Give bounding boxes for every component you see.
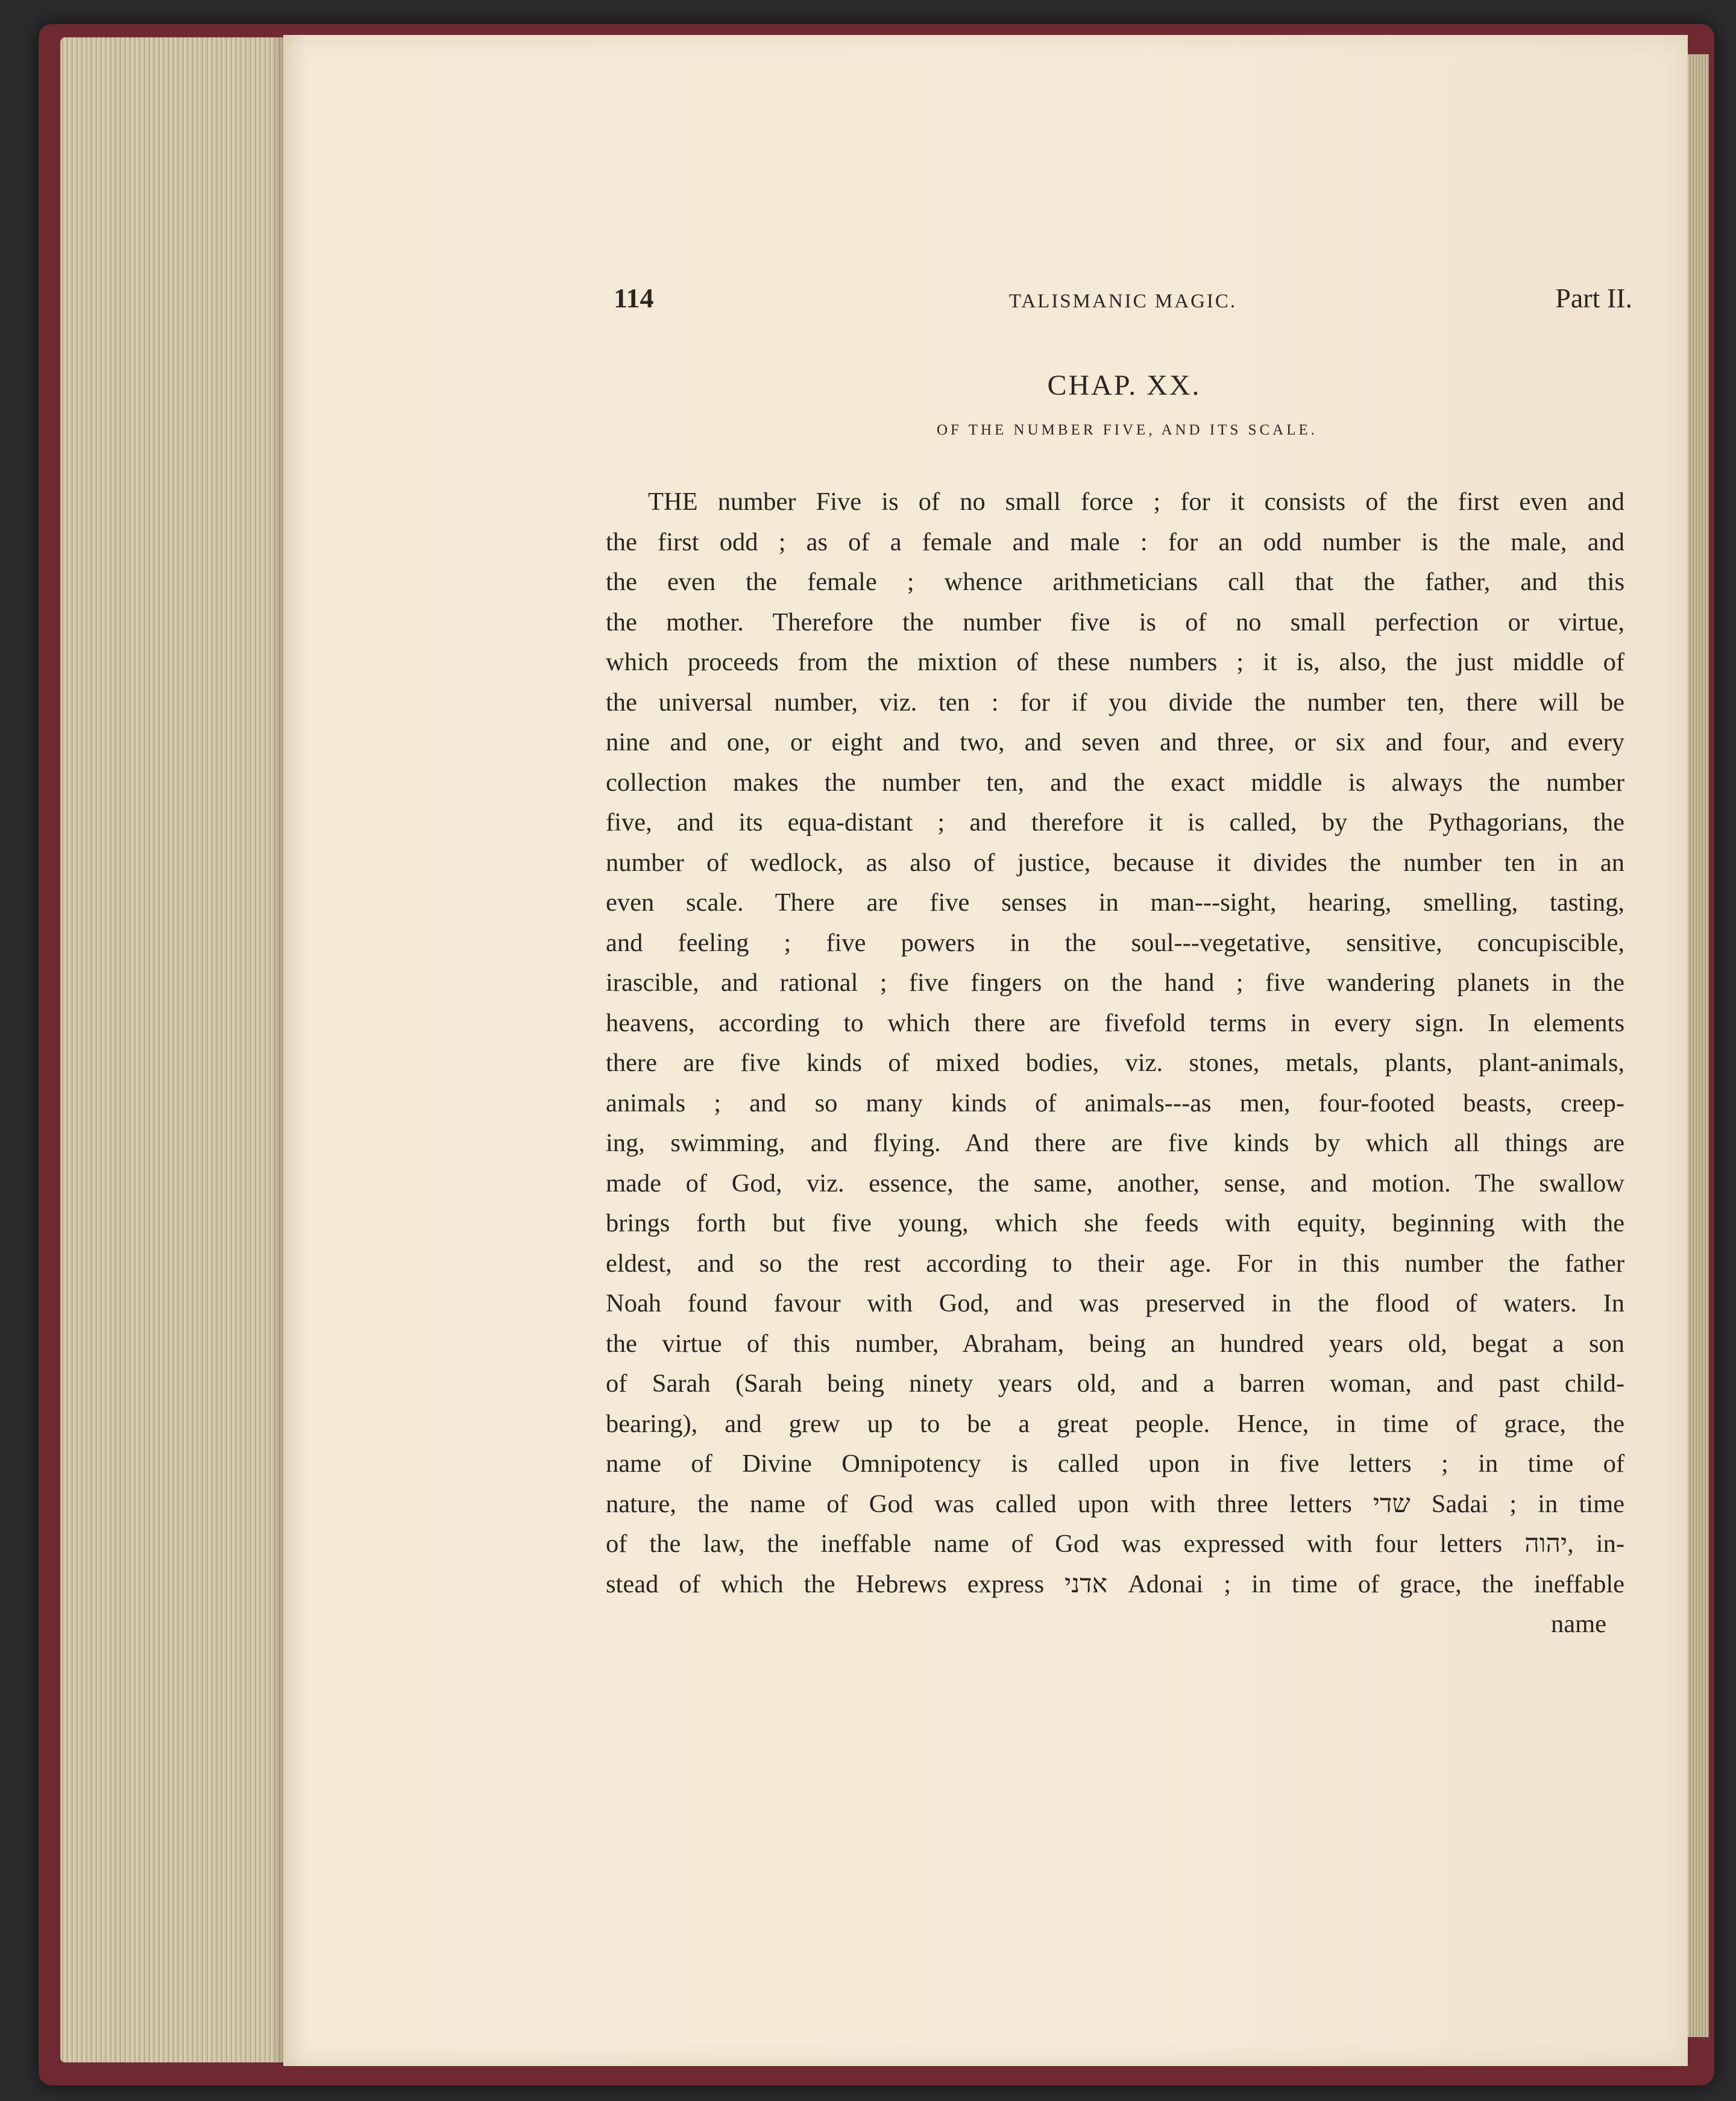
text-line: five, and its equa-distant ; and therefore it is called, by the Pythagorians, the [606, 808, 1624, 837]
text-line: there are five kinds of mixed bodies, viz. stones, metals, plants, plant-animals, [606, 1049, 1624, 1077]
text-line: of the law, the ineffable name of God was expressed with four letters יהוה, in- [606, 1530, 1624, 1558]
text-line: collection makes the number ten, and the exact middle is always the number [606, 768, 1624, 797]
part-label: Part II. [1555, 283, 1632, 313]
text-line: heavens, according to which there are fivefold terms in every sign. In elements [606, 1008, 1624, 1037]
text-line: nine and one, or eight and two, and seven and three, or six and four, and every [606, 728, 1624, 756]
book-title: TALISMANIC MAGIC. [1008, 290, 1238, 312]
text-line: bearing), and grew up to be a great people. Hence, in time of grace, the [606, 1409, 1624, 1438]
body-text [606, 482, 1624, 1645]
text-line: the even the female ; whence arithmeticians call that the father, and this [606, 568, 1624, 596]
text-line: of Sarah (Sarah being ninety years old, and a barren woman, and past child- [606, 1369, 1624, 1398]
text-line: number of wedlock, as also of justice, because it divides the number ten in an [606, 848, 1624, 877]
page-edges-left [60, 37, 289, 2062]
text-line: which proceeds from the mixtion of these numbers ; it is, also, the just middle of [606, 648, 1624, 676]
chapter-subtitle: OF THE NUMBER FIVE, AND ITS SCALE. [936, 422, 1318, 438]
text-line: the virtue of this number, Abraham, being an hundred years old, begat a son [606, 1329, 1624, 1358]
text-line: stead of which the Hebrews express אדני Adonai ; in time of grace, the ineffable [606, 1569, 1624, 1598]
text-line: brings forth but five young, which she feeds with equity, beginning with the [606, 1209, 1624, 1237]
text-line: THE number Five is of no small force ; for it consists of the first even and [648, 488, 1624, 516]
text-line: Noah found favour with God, and was preserved in the flood of waters. In [606, 1289, 1624, 1317]
text-line: the universal number, viz. ten : for if you divide the number ten, there will be [606, 688, 1624, 717]
catchword: name [1550, 1610, 1606, 1638]
text-line: eldest, and so the rest according to their age. For in this number the father [606, 1249, 1624, 1278]
running-head [614, 282, 1632, 330]
text-line: name of Divine Omnipotency is called upon in five letters ; in time of [606, 1449, 1624, 1478]
text-line: ing, swimming, and flying. And there are five kinds by which all things are [606, 1129, 1624, 1157]
text-line: even scale. There are five senses in man---sight, hearing, smelling, tasting, [606, 888, 1624, 917]
text-line: and feeling ; five powers in the soul---vegetative, sensitive, concupiscible, [606, 928, 1624, 957]
text-line: the first odd ; as of a female and male : for an odd number is the male, and [606, 527, 1624, 556]
page-number: 114 [614, 283, 654, 313]
text-line: nature, the name of God was called upon with three letters שדי Sadai ; in time [606, 1489, 1624, 1518]
text-line: the mother. Therefore the number five is of no small perfection or virtue, [606, 608, 1624, 636]
chapter-title: CHAP. XX. [1047, 369, 1201, 401]
text-line: animals ; and so many kinds of animals---as men, four-footed beasts, creep- [606, 1088, 1624, 1117]
text-line: irascible, and rational ; five fingers on the hand ; five wandering planets in the [606, 969, 1624, 997]
text-line: made of God, viz. essence, the same, another, sense, and motion. The swallow [606, 1169, 1624, 1198]
